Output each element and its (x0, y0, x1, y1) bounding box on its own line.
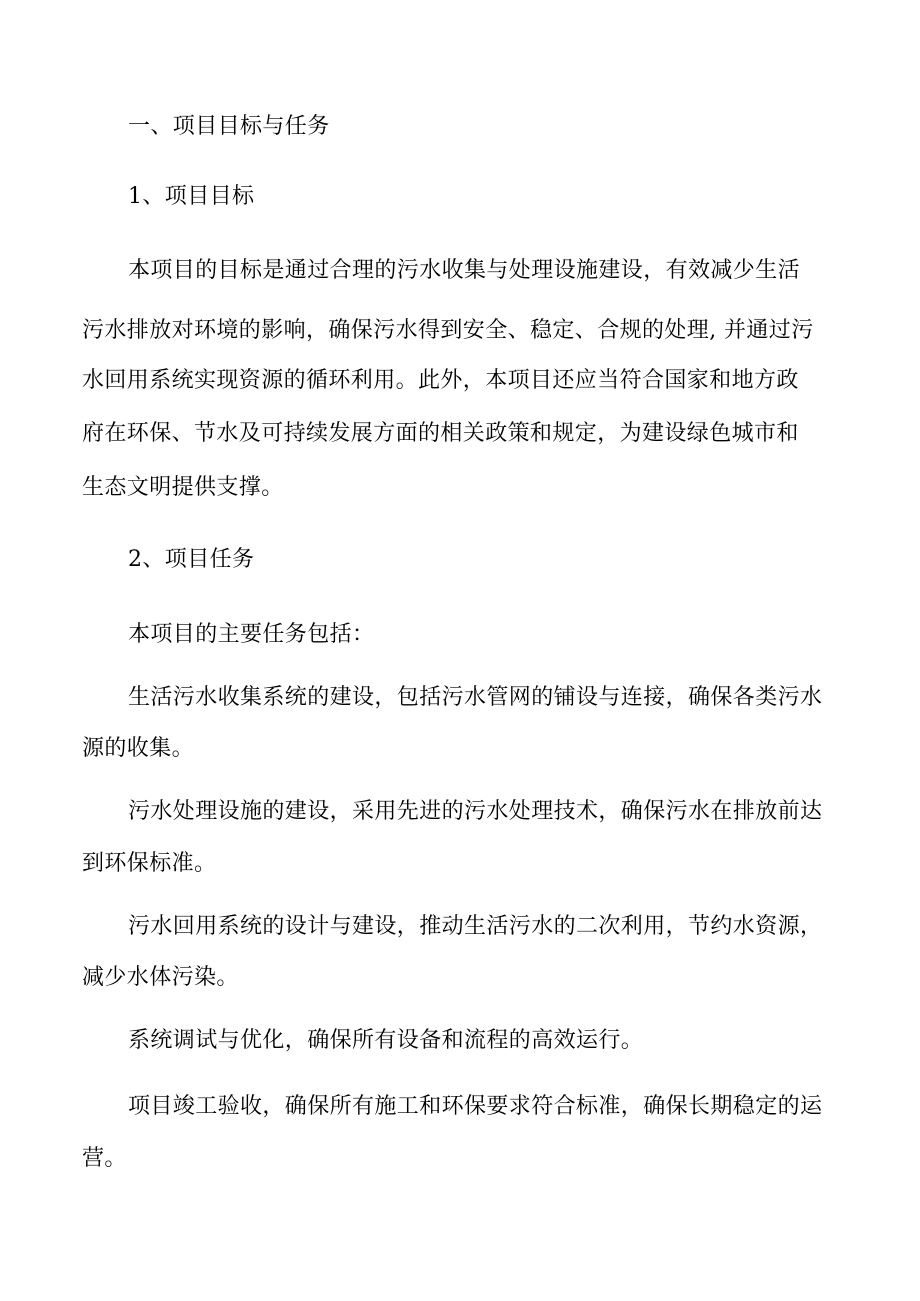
paragraph-line: 源的收集。 (82, 736, 195, 761)
paragraph-line: 污水排放对环境的影响，确保污水得到安全、稳定、合规的处理, 并通过污 (82, 318, 814, 343)
paragraph-line: 到环保标准。 (82, 851, 217, 876)
paragraph-line: 府在环保、节水及可持续发展方面的相关政策和规定，为建设绿色城市和 (82, 421, 799, 446)
section-2-title: 2、项目任务 (128, 547, 255, 572)
paragraph-line: 水回用系统实现资源的循环利用。此外，本项目还应当符合国家和地方政 (82, 368, 799, 393)
paragraph-line: 项目竣工验收，确保所有施工和环保要求符合标准，确保长期稳定的运 (128, 1094, 823, 1119)
paragraph-line: 污水回用系统的设计与建设，推动生活污水的二次利用，节约水资源， (128, 914, 823, 939)
section-1-title: 1、项目目标 (128, 184, 255, 209)
paragraph-line: 生态文明提供支撑。 (82, 475, 284, 500)
main-heading: 一、项目目标与任务 (128, 114, 330, 139)
paragraph-line: 减少水体污染。 (82, 965, 239, 990)
paragraph-line: 本项目的目标是通过合理的污水收集与处理设施建设，有效减少生活 (128, 258, 801, 283)
paragraph-task-intro: 本项目的主要任务包括： (128, 622, 375, 647)
paragraph-line: 营。 (82, 1146, 127, 1171)
paragraph-line: 生活污水收集系统的建设，包括污水管网的铺设与连接，确保各类污水 (128, 685, 823, 710)
paragraph-task-commissioning: 系统调试与优化，确保所有设备和流程的高效运行。 (128, 1028, 644, 1053)
paragraph-line: 污水处理设施的建设，采用先进的污水处理技术，确保污水在排放前达 (128, 799, 823, 824)
